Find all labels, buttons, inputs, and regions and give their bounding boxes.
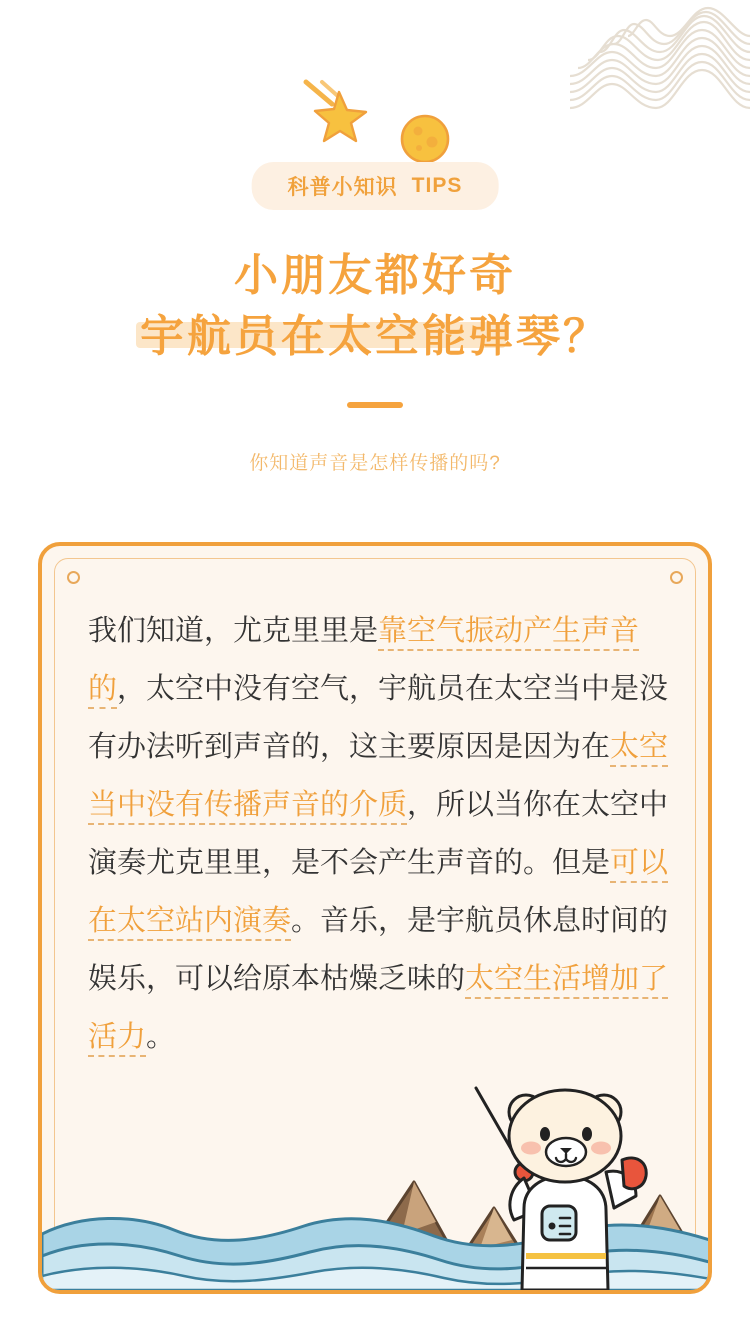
hill-lines-icon	[570, 0, 750, 110]
page-subtitle: 你知道声音是怎样传播的吗?	[249, 453, 501, 474]
body-seg-3: 太空当中没有传播声音的介质	[88, 731, 668, 825]
body-seg-4: ，所以当你在太空中演奏尤克里里，是不会产生声音的。但是	[88, 789, 669, 879]
body-seg-8: 。	[146, 1021, 176, 1053]
title-divider	[347, 402, 403, 408]
title-line-1: 小朋友都好奇	[234, 251, 516, 300]
tips-badge-label-cn: 科普小知识	[287, 176, 398, 199]
body-seg-0: 我们知道，尤克里里是	[88, 615, 379, 647]
body-seg-7: 太空生活增加了活力	[88, 963, 668, 1057]
body-seg-5: 可以在太空站内演奏	[88, 847, 668, 941]
shooting-star-icon	[300, 78, 390, 148]
card-screw-top-right	[670, 571, 683, 584]
title-line-2	[140, 309, 610, 364]
content-card	[38, 542, 712, 1294]
moon-icon	[398, 112, 452, 166]
tips-badge	[252, 162, 499, 210]
body-seg-6: 。音乐，是宇航员休息时间的娱乐，可以给原本枯燥乏味的	[88, 905, 669, 995]
page-title	[0, 248, 750, 364]
title-line-2-text: 宇航员在太空能弹琴？	[140, 312, 610, 361]
card-body-text	[88, 602, 672, 1066]
tips-badge-label-en: TIPS	[411, 174, 463, 197]
body-seg-1: 靠空气振动产生声音的	[88, 615, 639, 709]
body-seg-2: ，太空中没有空气，宇航员在太空当中是没有办法听到声音的，这主要原因是因为在	[88, 673, 669, 763]
card-screw-top-left	[67, 571, 80, 584]
astronaut-bear-icon	[446, 1060, 676, 1290]
